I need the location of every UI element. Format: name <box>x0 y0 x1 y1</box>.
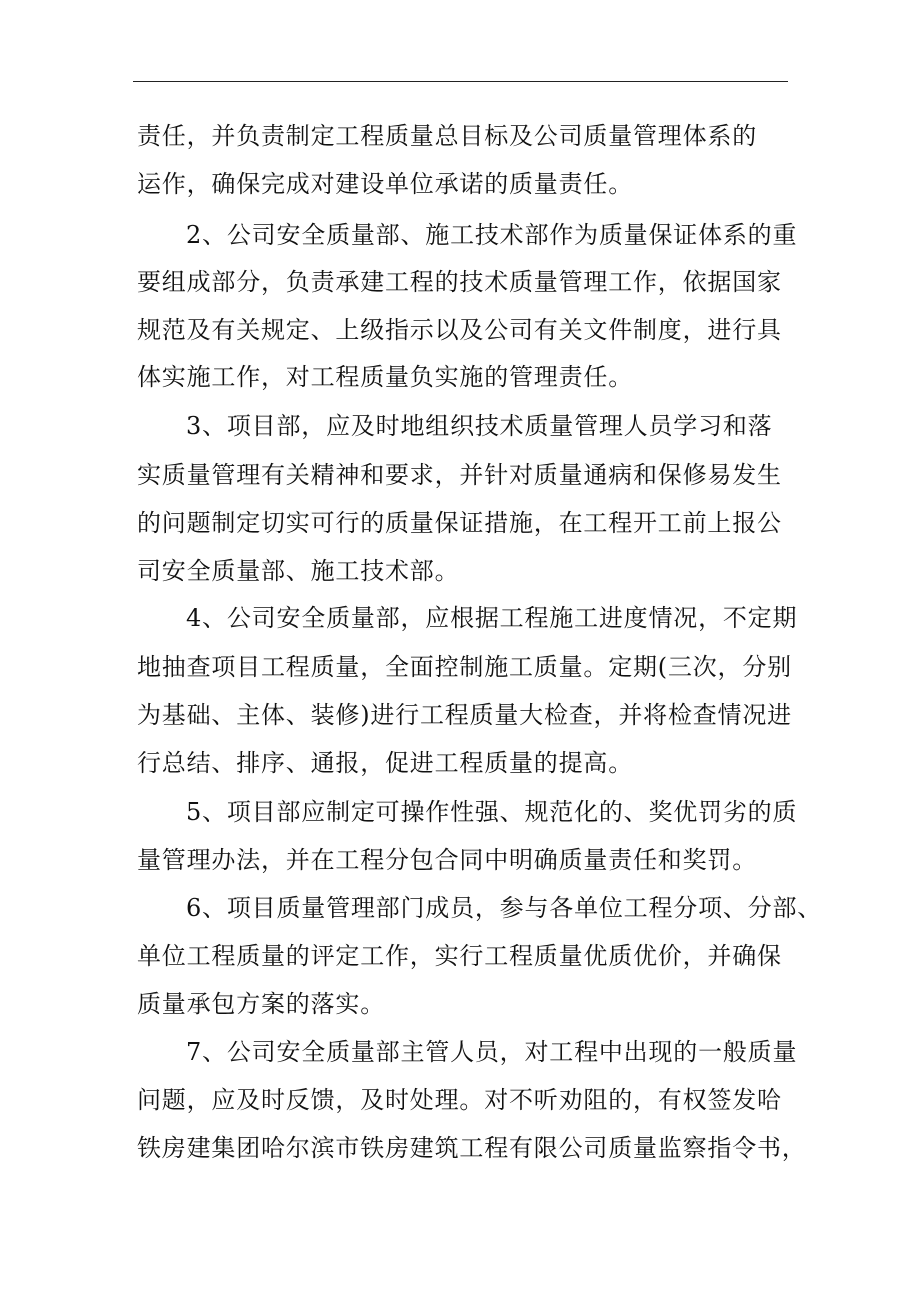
text-line: 体实施工作，对工程质量负实施的管理责任。 <box>137 363 633 391</box>
text-line: 3、项目部，应及时地组织技术质量管理人员学习和落 <box>186 412 773 440</box>
text-line: 量管理办法，并在工程分包合同中明确质量责任和奖罚。 <box>137 846 757 874</box>
text-line: 要组成部分，负责承建工程的技术质量管理工作，依据国家 <box>137 268 782 296</box>
text-line: 4、公司安全质量部，应根据工程施工进度情况，不定期 <box>186 604 798 632</box>
header-rule <box>133 81 788 82</box>
text-line: 5、项目部应制定可操作性强、规范化的、奖优罚劣的质 <box>186 798 798 826</box>
text-line: 司安全质量部、施工技术部。 <box>137 557 460 585</box>
text-line: 单位工程质量的评定工作，实行工程质量优质优价，并确保 <box>137 942 782 970</box>
text-line: 实质量管理有关精神和要求，并针对质量通病和保修易发生 <box>137 461 782 489</box>
text-line: 运作，确保完成对建设单位承诺的质量责任。 <box>137 170 633 198</box>
text-line: 铁房建集团哈尔滨市铁房建筑工程有限公司质量监察指令书， <box>137 1134 807 1162</box>
text-line: 责任，并负责制定工程质量总目标及公司质量管理体系的 <box>137 122 757 150</box>
text-line: 7、公司安全质量部主管人员，对工程中出现的一般质量 <box>186 1038 798 1066</box>
text-line: 规范及有关规定、上级指示以及公司有关文件制度，进行具 <box>137 316 782 344</box>
text-line: 的问题制定切实可行的质量保证措施，在工程开工前上报公 <box>137 509 782 537</box>
text-line: 6、项目质量管理部门成员，参与各单位工程分项、分部、 <box>186 894 823 922</box>
text-line: 为基础、主体、装修)进行工程质量大检查，并将检查情况进 <box>137 701 792 729</box>
text-line: 质量承包方案的落实。 <box>137 990 385 1018</box>
text-line: 地抽查项目工程质量，全面控制施工质量。定期(三次，分别 <box>137 653 792 681</box>
text-line: 2、公司安全质量部、施工技术部作为质量保证体系的重 <box>186 221 798 249</box>
text-line: 问题，应及时反馈，及时处理。对不听劝阻的，有权签发哈 <box>137 1086 782 1114</box>
text-line: 行总结、排序、通报，促进工程质量的提高。 <box>137 749 633 777</box>
